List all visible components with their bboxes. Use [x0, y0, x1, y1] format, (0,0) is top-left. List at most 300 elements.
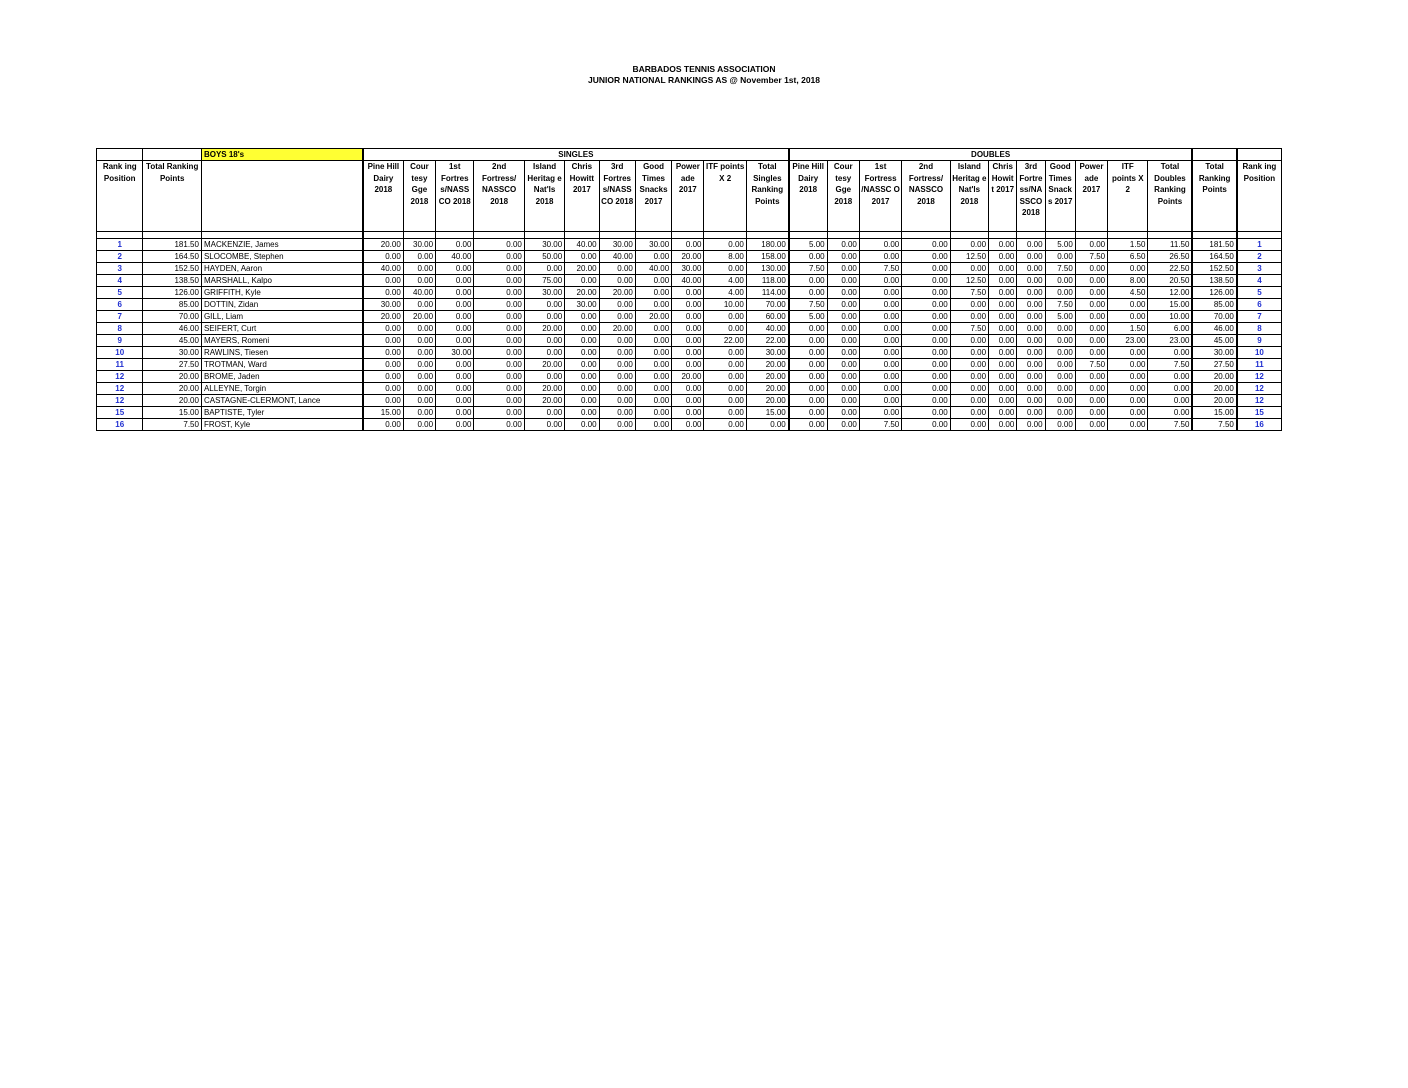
singles-points: 40.00 [565, 239, 599, 251]
singles-points: 0.00 [403, 335, 435, 347]
singles-points: 0.00 [565, 311, 599, 323]
doubles-points: 0.00 [789, 323, 827, 335]
singles-points: 0.00 [672, 239, 704, 251]
total-ranking-points: 20.00 [143, 371, 202, 383]
doubles-points: 7.50 [789, 263, 827, 275]
doubles-points: 23.00 [1148, 335, 1193, 347]
doubles-points: 0.00 [1108, 371, 1148, 383]
singles-points: 20.00 [746, 371, 788, 383]
singles-points: 0.00 [436, 359, 474, 371]
doubles-points: 0.00 [859, 251, 901, 263]
doubles-points: 0.00 [859, 275, 901, 287]
singles-points: 0.00 [474, 419, 524, 431]
column-header: Total Ranking Points [143, 161, 202, 232]
rank-position-right: 16 [1237, 419, 1282, 431]
doubles-points: 0.00 [827, 275, 859, 287]
singles-points: 20.00 [672, 251, 704, 263]
doubles-points: 5.00 [1045, 311, 1075, 323]
singles-points: 0.00 [474, 275, 524, 287]
singles-points: 40.00 [599, 251, 635, 263]
column-header: Island Heritag e Nat'ls 2018 [524, 161, 564, 232]
singles-points: 0.00 [524, 299, 564, 311]
grand-total-points: 20.00 [1192, 383, 1236, 395]
grand-total-points: 181.50 [1192, 239, 1236, 251]
doubles-points: 0.00 [902, 299, 950, 311]
doubles-points: 0.00 [789, 251, 827, 263]
table-row [97, 383, 1282, 395]
column-header: 1st Fortres s/NASS CO 2018 [436, 161, 474, 232]
doubles-points: 0.00 [789, 359, 827, 371]
singles-points: 30.00 [746, 347, 788, 359]
singles-points: 0.00 [363, 359, 403, 371]
singles-points: 0.00 [599, 263, 635, 275]
doubles-points: 7.50 [950, 287, 988, 299]
spacer-cell [143, 232, 202, 239]
spacer-cell [635, 232, 671, 239]
column-header-row [97, 161, 1282, 232]
column-header: ITF points X 2 [704, 161, 746, 232]
player-name: BAPTISTE, Tyler [201, 407, 362, 419]
table-row [97, 299, 1282, 311]
singles-points: 0.00 [635, 395, 671, 407]
player-name: HAYDEN, Aaron [201, 263, 362, 275]
player-name: GILL, Liam [201, 311, 362, 323]
doubles-points: 0.00 [950, 371, 988, 383]
doubles-points: 0.00 [1075, 311, 1107, 323]
doubles-points: 0.00 [827, 371, 859, 383]
doubles-points: 0.00 [1108, 263, 1148, 275]
doubles-points: 0.00 [827, 251, 859, 263]
doubles-points: 7.50 [1075, 359, 1107, 371]
column-header: 1st Fortress /NASSC O 2017 [859, 161, 901, 232]
spacer-cell [1045, 232, 1075, 239]
doubles-points: 0.00 [859, 383, 901, 395]
singles-points: 0.00 [565, 383, 599, 395]
doubles-points: 0.00 [859, 371, 901, 383]
doubles-points: 12.00 [1148, 287, 1193, 299]
doubles-points: 0.00 [1148, 407, 1193, 419]
doubles-points: 7.50 [950, 323, 988, 335]
table-row [97, 239, 1282, 251]
doubles-points: 12.50 [950, 251, 988, 263]
singles-points: 0.00 [436, 323, 474, 335]
singles-points: 0.00 [635, 347, 671, 359]
table-row [97, 251, 1282, 263]
doubles-points: 0.00 [827, 419, 859, 431]
doubles-points: 0.00 [827, 395, 859, 407]
doubles-points: 0.00 [902, 239, 950, 251]
grand-total-points: 15.00 [1192, 407, 1236, 419]
singles-points: 0.00 [363, 347, 403, 359]
blank-cell [1192, 149, 1236, 161]
doubles-points: 7.50 [1045, 263, 1075, 275]
rank-position-right: 10 [1237, 347, 1282, 359]
singles-points: 0.00 [635, 299, 671, 311]
doubles-points: 0.00 [902, 383, 950, 395]
doubles-points: 0.00 [1017, 251, 1045, 263]
rank-position: 12 [97, 395, 143, 407]
singles-points: 0.00 [474, 239, 524, 251]
doubles-points: 0.00 [1148, 371, 1193, 383]
singles-points: 20.00 [524, 359, 564, 371]
doubles-points: 0.00 [989, 311, 1017, 323]
singles-points: 20.00 [599, 287, 635, 299]
spacer-cell [827, 232, 859, 239]
doubles-points: 0.00 [1148, 347, 1193, 359]
rank-position-right: 7 [1237, 311, 1282, 323]
doubles-points: 15.00 [1148, 299, 1193, 311]
player-name: BROME, Jaden [201, 371, 362, 383]
doubles-points: 0.00 [1017, 347, 1045, 359]
doubles-points: 0.00 [827, 347, 859, 359]
singles-points: 50.00 [524, 251, 564, 263]
singles-points: 0.00 [474, 371, 524, 383]
singles-points: 0.00 [672, 311, 704, 323]
doubles-points: 0.00 [1075, 335, 1107, 347]
singles-points: 20.00 [599, 323, 635, 335]
singles-points: 8.00 [704, 251, 746, 263]
singles-points: 30.00 [524, 239, 564, 251]
singles-points: 0.00 [672, 287, 704, 299]
singles-points: 0.00 [403, 371, 435, 383]
doubles-points: 0.00 [902, 359, 950, 371]
doubles-points: 26.50 [1148, 251, 1193, 263]
singles-points: 0.00 [403, 419, 435, 431]
doubles-points: 0.00 [827, 335, 859, 347]
singles-points: 20.00 [565, 287, 599, 299]
singles-points: 0.00 [565, 407, 599, 419]
doubles-points: 0.00 [1017, 263, 1045, 275]
doubles-points: 0.00 [989, 347, 1017, 359]
singles-points: 4.00 [704, 275, 746, 287]
singles-points: 0.00 [672, 383, 704, 395]
singles-points: 0.00 [524, 311, 564, 323]
doubles-points: 0.00 [1017, 275, 1045, 287]
singles-points: 20.00 [746, 359, 788, 371]
singles-points: 0.00 [599, 359, 635, 371]
spacer-cell [1237, 232, 1282, 239]
grand-total-points: 138.50 [1192, 275, 1236, 287]
singles-points: 0.00 [635, 287, 671, 299]
doubles-points: 20.50 [1148, 275, 1193, 287]
doubles-points: 0.00 [989, 287, 1017, 299]
grand-total-points: 70.00 [1192, 311, 1236, 323]
doubles-points: 0.00 [902, 275, 950, 287]
doubles-points: 0.00 [1045, 335, 1075, 347]
rank-position-right: 12 [1237, 383, 1282, 395]
singles-points: 0.00 [403, 383, 435, 395]
total-ranking-points: 45.00 [143, 335, 202, 347]
rank-position-right: 15 [1237, 407, 1282, 419]
doubles-points: 6.50 [1108, 251, 1148, 263]
total-ranking-points: 152.50 [143, 263, 202, 275]
doubles-points: 0.00 [789, 287, 827, 299]
singles-points: 0.00 [474, 251, 524, 263]
singles-points: 0.00 [436, 299, 474, 311]
grand-total-points: 7.50 [1192, 419, 1236, 431]
spacer-row [97, 232, 1282, 239]
singles-points: 0.00 [565, 359, 599, 371]
doubles-points: 0.00 [859, 395, 901, 407]
singles-points: 0.00 [704, 359, 746, 371]
singles-points: 0.00 [436, 239, 474, 251]
singles-points: 0.00 [704, 407, 746, 419]
singles-points: 0.00 [403, 299, 435, 311]
doubles-points: 11.50 [1148, 239, 1193, 251]
doubles-points: 8.00 [1108, 275, 1148, 287]
singles-points: 0.00 [436, 287, 474, 299]
spacer-cell [672, 232, 704, 239]
doubles-points: 0.00 [1045, 287, 1075, 299]
spacer-cell [989, 232, 1017, 239]
singles-points: 20.00 [524, 383, 564, 395]
singles-points: 0.00 [363, 251, 403, 263]
player-name: CASTAGNE-CLERMONT, Lance [201, 395, 362, 407]
doubles-points: 0.00 [902, 347, 950, 359]
doubles-points: 0.00 [902, 335, 950, 347]
doubles-points: 0.00 [1045, 419, 1075, 431]
singles-points: 40.00 [672, 275, 704, 287]
doubles-points: 0.00 [827, 239, 859, 251]
doubles-points: 0.00 [859, 287, 901, 299]
rank-position: 3 [97, 263, 143, 275]
doubles-points: 0.00 [1045, 347, 1075, 359]
doubles-points: 7.50 [1075, 251, 1107, 263]
singles-points: 0.00 [436, 407, 474, 419]
singles-points: 0.00 [474, 263, 524, 275]
grand-total-points: 85.00 [1192, 299, 1236, 311]
table-row [97, 407, 1282, 419]
rankings-title: JUNIOR NATIONAL RANKINGS AS @ November 1st, 2018 [587, 75, 820, 85]
singles-points: 0.00 [474, 359, 524, 371]
grand-total-points: 164.50 [1192, 251, 1236, 263]
doubles-points: 0.00 [789, 347, 827, 359]
singles-points: 20.00 [565, 263, 599, 275]
doubles-points: 0.00 [1075, 239, 1107, 251]
singles-points: 60.00 [746, 311, 788, 323]
singles-points: 0.00 [599, 347, 635, 359]
singles-points: 15.00 [746, 407, 788, 419]
doubles-points: 0.00 [1075, 407, 1107, 419]
doubles-points: 7.50 [1148, 419, 1193, 431]
doubles-points: 0.00 [859, 335, 901, 347]
singles-points: 30.00 [524, 287, 564, 299]
singles-points: 0.00 [524, 419, 564, 431]
singles-points: 0.00 [672, 299, 704, 311]
spacer-cell [859, 232, 901, 239]
doubles-points: 0.00 [1075, 395, 1107, 407]
rank-position-right: 3 [1237, 263, 1282, 275]
total-ranking-points: 20.00 [143, 395, 202, 407]
doubles-points: 0.00 [989, 323, 1017, 335]
doubles-points: 0.00 [859, 239, 901, 251]
rank-position-right: 9 [1237, 335, 1282, 347]
singles-points: 0.00 [474, 335, 524, 347]
doubles-points: 7.50 [789, 299, 827, 311]
column-header: Power ade 2017 [672, 161, 704, 232]
singles-points: 0.00 [403, 359, 435, 371]
singles-points: 0.00 [565, 335, 599, 347]
doubles-points: 0.00 [902, 287, 950, 299]
column-header: Chris Howitt 2017 [565, 161, 599, 232]
blank-cell [143, 149, 202, 161]
column-header: Pine Hill Dairy 2018 [363, 161, 403, 232]
blank-cell [1237, 149, 1282, 161]
singles-points: 0.00 [436, 335, 474, 347]
doubles-points: 0.00 [989, 335, 1017, 347]
singles-points: 0.00 [704, 419, 746, 431]
singles-points: 0.00 [565, 251, 599, 263]
spacer-cell [746, 232, 788, 239]
singles-points: 20.00 [363, 239, 403, 251]
singles-points: 0.00 [565, 275, 599, 287]
rank-position: 10 [97, 347, 143, 359]
spacer-cell [436, 232, 474, 239]
doubles-points: 7.50 [859, 263, 901, 275]
singles-points: 0.00 [672, 359, 704, 371]
rank-position: 15 [97, 407, 143, 419]
spacer-cell [599, 232, 635, 239]
singles-points: 0.00 [363, 287, 403, 299]
singles-points: 20.00 [635, 311, 671, 323]
doubles-points: 0.00 [859, 407, 901, 419]
singles-points: 0.00 [672, 335, 704, 347]
singles-points: 0.00 [403, 347, 435, 359]
singles-points: 0.00 [635, 419, 671, 431]
doubles-points: 0.00 [1075, 299, 1107, 311]
column-header: Power ade 2017 [1075, 161, 1107, 232]
doubles-points: 0.00 [1017, 383, 1045, 395]
player-name: MACKENZIE, James [201, 239, 362, 251]
grand-total-points: 152.50 [1192, 263, 1236, 275]
singles-points: 0.00 [565, 347, 599, 359]
spacer-cell [1017, 232, 1045, 239]
rank-position-right: 4 [1237, 275, 1282, 287]
table-row [97, 263, 1282, 275]
column-header: Rank ing Position [97, 161, 143, 232]
singles-points: 15.00 [363, 407, 403, 419]
singles-points: 0.00 [704, 239, 746, 251]
singles-section-label: SINGLES [363, 149, 789, 161]
doubles-points: 0.00 [950, 383, 988, 395]
doubles-points: 0.00 [1045, 323, 1075, 335]
player-name: TROTMAN, Ward [201, 359, 362, 371]
singles-points: 20.00 [672, 371, 704, 383]
singles-points: 0.00 [403, 263, 435, 275]
singles-points: 158.00 [746, 251, 788, 263]
player-name: RAWLINS, Tiesen [201, 347, 362, 359]
singles-points: 40.00 [403, 287, 435, 299]
doubles-points: 0.00 [1148, 383, 1193, 395]
doubles-points: 0.00 [789, 419, 827, 431]
total-ranking-points: 20.00 [143, 383, 202, 395]
doubles-points: 0.00 [1108, 395, 1148, 407]
table-row [97, 371, 1282, 383]
doubles-points: 0.00 [1017, 407, 1045, 419]
singles-points: 0.00 [672, 407, 704, 419]
total-ranking-points: 164.50 [143, 251, 202, 263]
doubles-points: 0.00 [950, 347, 988, 359]
doubles-points: 0.00 [827, 323, 859, 335]
total-ranking-points: 30.00 [143, 347, 202, 359]
doubles-points: 0.00 [950, 311, 988, 323]
doubles-points: 0.00 [859, 359, 901, 371]
spacer-cell [565, 232, 599, 239]
doubles-points: 0.00 [1017, 323, 1045, 335]
singles-points: 0.00 [635, 323, 671, 335]
singles-points: 40.00 [436, 251, 474, 263]
column-header: 3rd Fortres s/NASS CO 2018 [599, 161, 635, 232]
rank-position: 5 [97, 287, 143, 299]
player-name: MARSHALL, Kalpo [201, 275, 362, 287]
doubles-points: 0.00 [1017, 371, 1045, 383]
singles-points: 0.00 [363, 371, 403, 383]
doubles-points: 0.00 [1045, 359, 1075, 371]
doubles-points: 0.00 [1045, 395, 1075, 407]
singles-points: 180.00 [746, 239, 788, 251]
grand-total-points: 126.00 [1192, 287, 1236, 299]
player-name: SLOCOMBE, Stephen [201, 251, 362, 263]
doubles-points: 0.00 [1108, 383, 1148, 395]
singles-points: 0.00 [599, 299, 635, 311]
spacer-cell [1148, 232, 1193, 239]
doubles-points: 0.00 [827, 299, 859, 311]
doubles-points: 0.00 [902, 251, 950, 263]
rank-position-right: 6 [1237, 299, 1282, 311]
doubles-points: 0.00 [1045, 407, 1075, 419]
doubles-points: 0.00 [789, 407, 827, 419]
association-title: BARBADOS TENNIS ASSOCIATION [632, 64, 776, 74]
singles-points: 20.00 [524, 395, 564, 407]
spacer-cell [474, 232, 524, 239]
singles-points: 0.00 [635, 335, 671, 347]
doubles-points: 0.00 [859, 311, 901, 323]
doubles-points: 0.00 [989, 371, 1017, 383]
singles-points: 0.00 [436, 275, 474, 287]
doubles-points: 6.00 [1148, 323, 1193, 335]
singles-points: 0.00 [704, 323, 746, 335]
spacer-cell [403, 232, 435, 239]
total-ranking-points: 27.50 [143, 359, 202, 371]
doubles-points: 0.00 [1045, 371, 1075, 383]
doubles-points: 10.00 [1148, 311, 1193, 323]
singles-points: 10.00 [704, 299, 746, 311]
doubles-points: 0.00 [950, 299, 988, 311]
doubles-points: 0.00 [1017, 419, 1045, 431]
singles-points: 0.00 [672, 347, 704, 359]
rank-position: 12 [97, 383, 143, 395]
column-header: Cour tesy Gge 2018 [403, 161, 435, 232]
table-row [97, 395, 1282, 407]
column-header: Rank ing Position [1237, 161, 1282, 232]
column-header: Good Times Snacks 2017 [635, 161, 671, 232]
column-header: Pine Hill Dairy 2018 [789, 161, 827, 232]
doubles-points: 0.00 [827, 287, 859, 299]
player-name: FROST, Kyle [201, 419, 362, 431]
singles-points: 0.00 [474, 323, 524, 335]
doubles-points: 5.00 [789, 239, 827, 251]
rank-position: 7 [97, 311, 143, 323]
rank-position: 2 [97, 251, 143, 263]
singles-points: 0.00 [746, 419, 788, 431]
singles-points: 0.00 [599, 275, 635, 287]
doubles-points: 0.00 [1108, 299, 1148, 311]
singles-points: 0.00 [474, 311, 524, 323]
singles-points: 0.00 [436, 263, 474, 275]
doubles-points: 0.00 [1075, 347, 1107, 359]
table-row [97, 335, 1282, 347]
column-header: Total Singles Ranking Points [746, 161, 788, 232]
